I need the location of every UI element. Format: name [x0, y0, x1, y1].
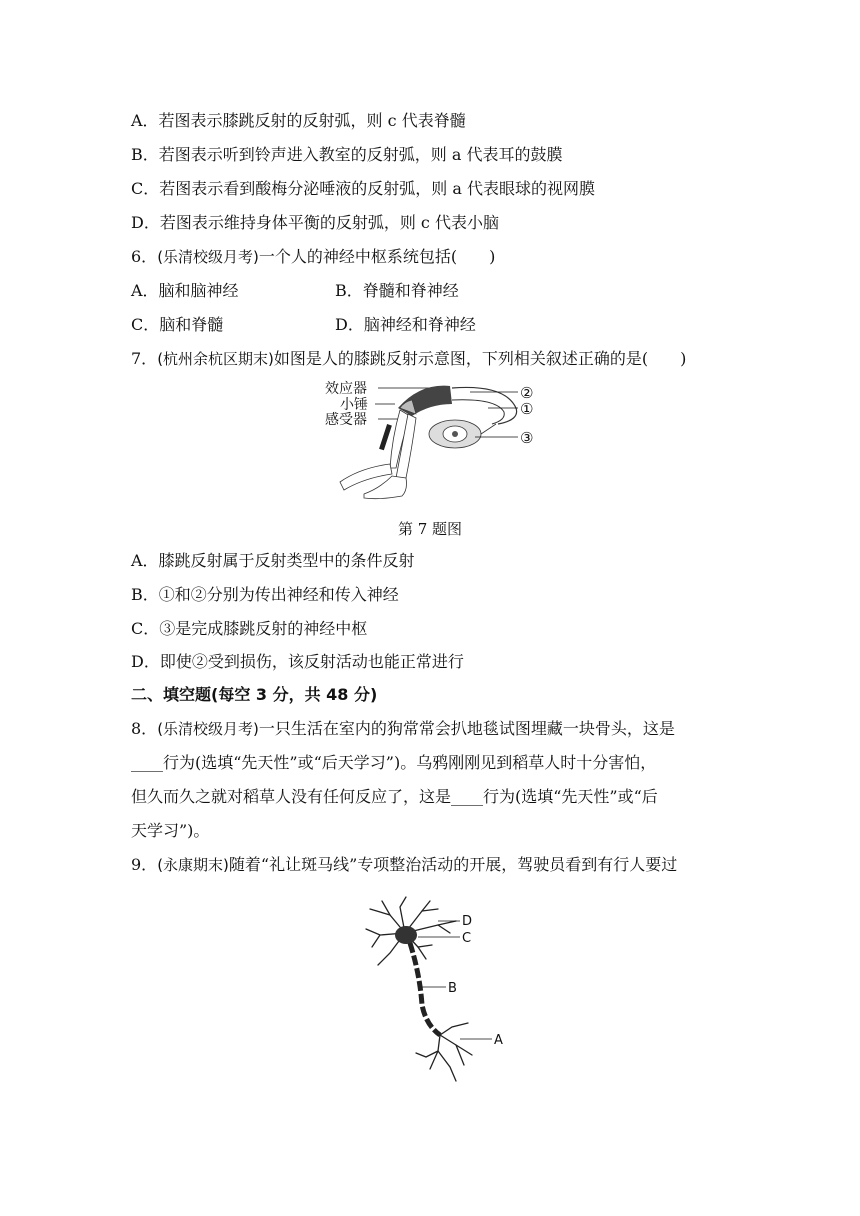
- q6-option-a: A．脑和脑神经: [131, 281, 239, 300]
- q9-stem: [131, 854, 677, 876]
- q5-option-d: D．若图表示维持身体平衡的反射弧，则 c 代表小脑: [131, 213, 499, 232]
- figure-marker-1: ①: [520, 400, 534, 418]
- q6-number: 6．: [131, 247, 158, 266]
- neuron-figure: [360, 895, 520, 1085]
- section-heading: 二、填空题(每空 3 分，共 48 分): [131, 685, 378, 704]
- neuron-label-c: C: [462, 931, 472, 946]
- q7-source: (杭州余杭区期末): [157, 350, 274, 368]
- q7-number: 7．: [131, 349, 158, 368]
- q9-text: 随着“礼让斑马线”专项整治活动的开展，驾驶员看到有行人要过: [228, 855, 678, 874]
- q7-option-d: D．即使②受到损伤，该反射活动也能正常进行: [131, 652, 464, 671]
- q9-number: 9．: [131, 855, 158, 874]
- q7-figure-caption: 第 7 题图: [397, 520, 463, 538]
- figure-label-receptor: 感受器: [325, 412, 367, 428]
- neuron-label-b: B: [448, 981, 457, 996]
- figure-label-hammer: 小锤: [340, 397, 368, 413]
- q6-stem: [131, 246, 495, 268]
- figure-label-effector: 效应器: [325, 381, 367, 397]
- q6-option-c: C．脑和脊髓: [131, 315, 224, 334]
- q8-line-3: 但久而久之就对稻草人没有任何反应了，这是____行为(选填“先天性”或“后: [131, 787, 658, 806]
- q7-stem: [131, 348, 686, 370]
- q8-source: (乐清校级月考): [157, 720, 259, 738]
- q7-option-c: C．③是完成膝跳反射的神经中枢: [131, 619, 368, 638]
- q8-line-1: [131, 718, 675, 740]
- q8-line-2: ____行为(选填“先天性”或“后天学习”)。乌鸦刚刚见到稻草人时十分害怕，: [131, 753, 657, 772]
- q9-source: (永康期末): [157, 856, 229, 874]
- q7-option-a: A．膝跳反射属于反射类型中的条件反射: [131, 551, 415, 570]
- q6-source: (乐清校级月考): [157, 248, 259, 266]
- q7-option-b: B．①和②分别为传出神经和传入神经: [131, 585, 399, 604]
- q5-option-c: C．若图表示看到酸梅分泌唾液的反射弧，则 a 代表眼球的视网膜: [131, 179, 595, 198]
- q8-number: 8．: [131, 719, 158, 738]
- figure-marker-3: ③: [520, 429, 534, 447]
- q5-option-a: A．若图表示膝跳反射的反射弧，则 c 代表脊髓: [131, 111, 466, 130]
- q8-text-1: 一只生活在室内的狗常常会扒地毯试图埋藏一块骨头，这是: [258, 719, 675, 738]
- neuron-label-a: A: [494, 1033, 503, 1048]
- neuron-label-d: D: [462, 914, 473, 929]
- q5-option-b: B．若图表示听到铃声进入教室的反射弧，则 a 代表耳的鼓膜: [131, 145, 563, 164]
- figure-marker-2: ②: [520, 384, 534, 402]
- q8-line-4: 天学习”)。: [131, 821, 210, 840]
- q6-option-d: D．脑神经和脊神经: [335, 315, 476, 334]
- q7-text: 如图是人的膝跳反射示意图，下列相关叙述正确的是( ): [273, 349, 687, 368]
- knee-reflex-figure: [320, 378, 550, 506]
- q6-text: 一个人的神经中枢系统包括( ): [258, 247, 496, 266]
- q6-option-b: B．脊髓和脊神经: [335, 281, 459, 300]
